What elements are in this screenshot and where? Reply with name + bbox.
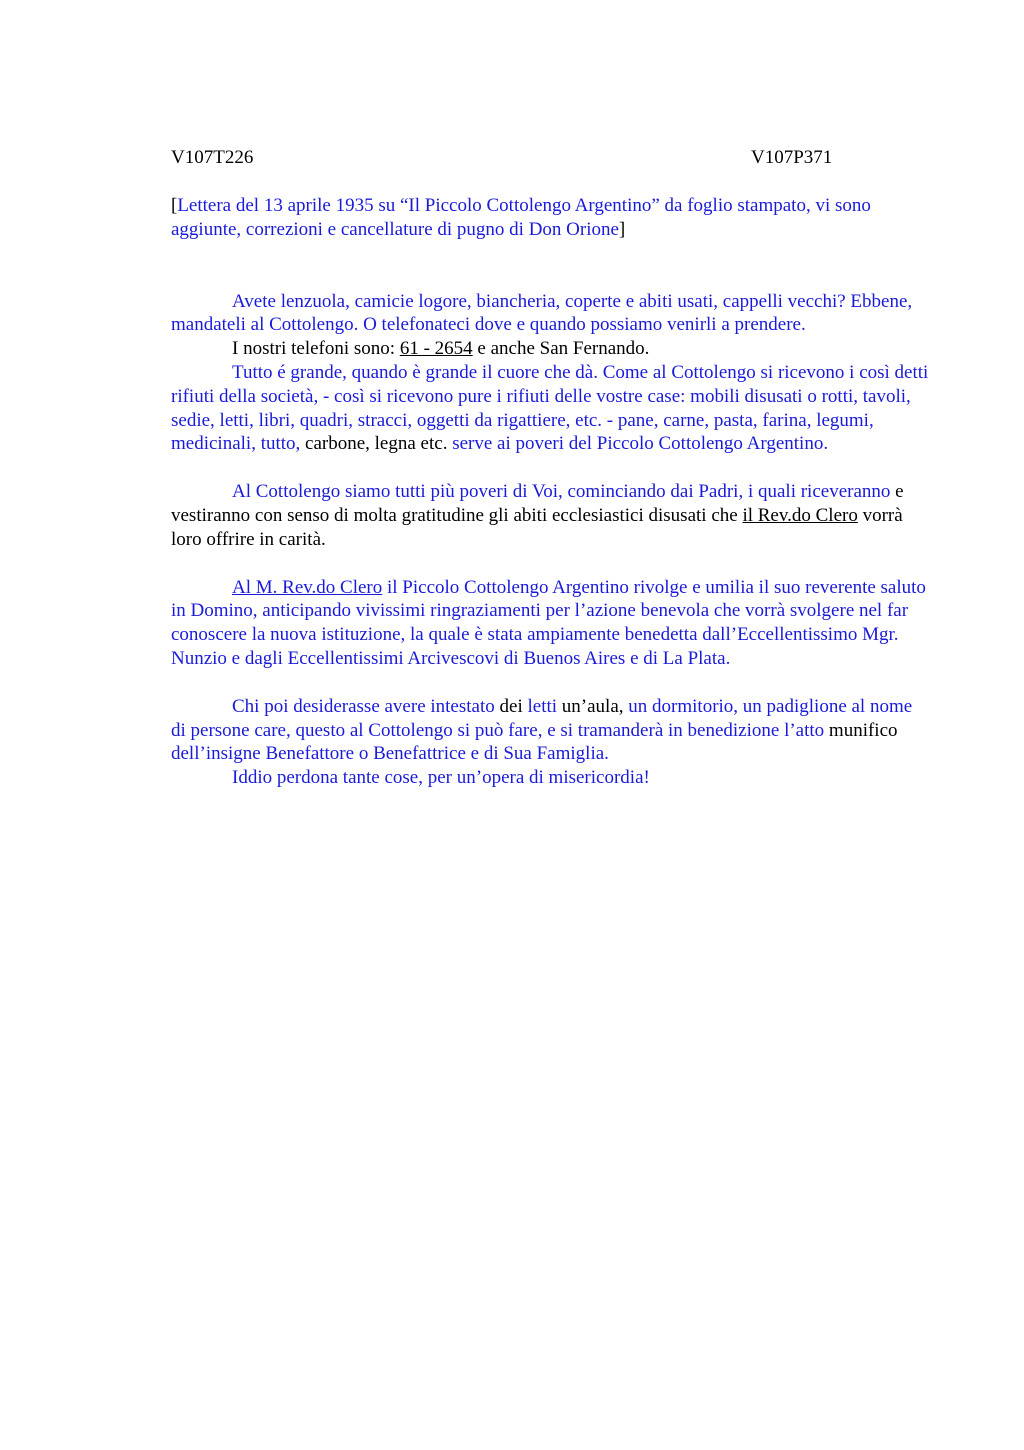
fathers-text-1: Al Cottolengo siamo tutti più poveri di Voi, cominciando dai Padri, i quali riceveranno	[232, 481, 891, 503]
phones-intro: I nostri telefoni sono:	[232, 338, 400, 360]
clergy-salutation: Al M. Rev.do Clero	[232, 576, 383, 598]
paragraph-clothes-text: Avete lenzuola, camicie logore, biancheria, coperte e abiti usati, cappelli vecchi? Ebbene, mandateli al Cottolengo. O telefonateci dove e quando possiamo venirli a prendere.	[171, 290, 913, 336]
donations-text-3: serve ai poveri del Piccolo Cottolengo Argentino.	[447, 433, 829, 455]
fathers-text-2: vestiranno con senso di molta gratitudine gli abiti ecclesiastici disusati che	[171, 504, 743, 526]
clergy-text: il Piccolo Cottolengo Argentino rivolge e umilia il suo reverente saluto in Domino, anticipando vivissimi ringraziamenti per l’azione benevola che vorrà svolgere nel far conoscere la nuova istituzione, la quale è stata ampiamente benedetta dall’Eccellentissimo Mgr. Nunzio e dagli Eccellentissimi Arcivescovi di Buenos Aires e di La Plata.	[171, 576, 926, 669]
note-text: Lettera del 13 aprile 1935 su “Il Piccolo Cottolengo Argentino” da foglio stampato, vi sono aggiunte, correzioni e cancellature di pugno di Don Orione	[171, 195, 871, 240]
dedication-text-6: munifico	[824, 719, 898, 741]
fathers-clergy-underlined: il Rev.do Clero	[742, 504, 858, 526]
spacer	[171, 242, 931, 290]
dedication-text-3: letti	[522, 695, 558, 717]
dedication-text-7: dell’insigne Benefattore o Benefattrice e di Sua Famiglia.	[171, 743, 609, 765]
letter-body	[171, 146, 931, 790]
paragraph-fathers	[171, 480, 931, 551]
paragraph-clergy	[171, 576, 931, 671]
dedication-text-2: dei	[494, 695, 523, 717]
spacer	[171, 552, 931, 576]
note-open-bracket: [	[171, 195, 178, 216]
closing-text: Iddio perdona tante cose, per un’opera di misericordia!	[232, 767, 650, 789]
paragraph-dedication	[171, 695, 931, 766]
paragraph-closing	[171, 766, 931, 790]
dedication-text-5: un dormitorio, un padiglione al nome di persone care, questo al Cottolengo si può fare, e si tramanderà in benedizione l’atto	[171, 695, 913, 741]
donations-text-2: carbone, legna etc.	[300, 433, 448, 455]
dedication-text-1: Chi poi desiderasse avere intestato	[232, 695, 495, 717]
editorial-note	[171, 194, 931, 242]
note-close-bracket: ]	[618, 218, 626, 240]
paragraph-phones	[171, 337, 931, 361]
spacer	[171, 671, 931, 695]
header-codes	[171, 146, 931, 170]
donations-text-1: Tutto é grande, quando è grande il cuore che dà. Come al Cottolengo si ricevono i così detti rifiuti della società, - così si ricevono pure i rifiuti delle vostre case: mobili disusati o rotti, tavoli, sedie, letti, libri, quadri, stracci, oggetti da rigattiere, etc. - pane, carne, pasta, farina, legumi, medicinali, tutto,	[171, 361, 929, 455]
phones-after: e anche San Fernando.	[472, 338, 650, 360]
spacer	[171, 456, 931, 480]
dedication-text-4: un’aula,	[557, 695, 624, 717]
volume-code-right: V107P371	[751, 147, 833, 168]
fathers-text-3: vorrà loro offrire in carità.	[171, 504, 903, 550]
paragraph-clothes	[171, 290, 931, 338]
paragraph-donations	[171, 361, 931, 456]
volume-code-left: V107T226	[171, 147, 254, 168]
fathers-conjunction: e	[890, 481, 904, 503]
phone-number: 61 - 2654	[399, 338, 473, 360]
